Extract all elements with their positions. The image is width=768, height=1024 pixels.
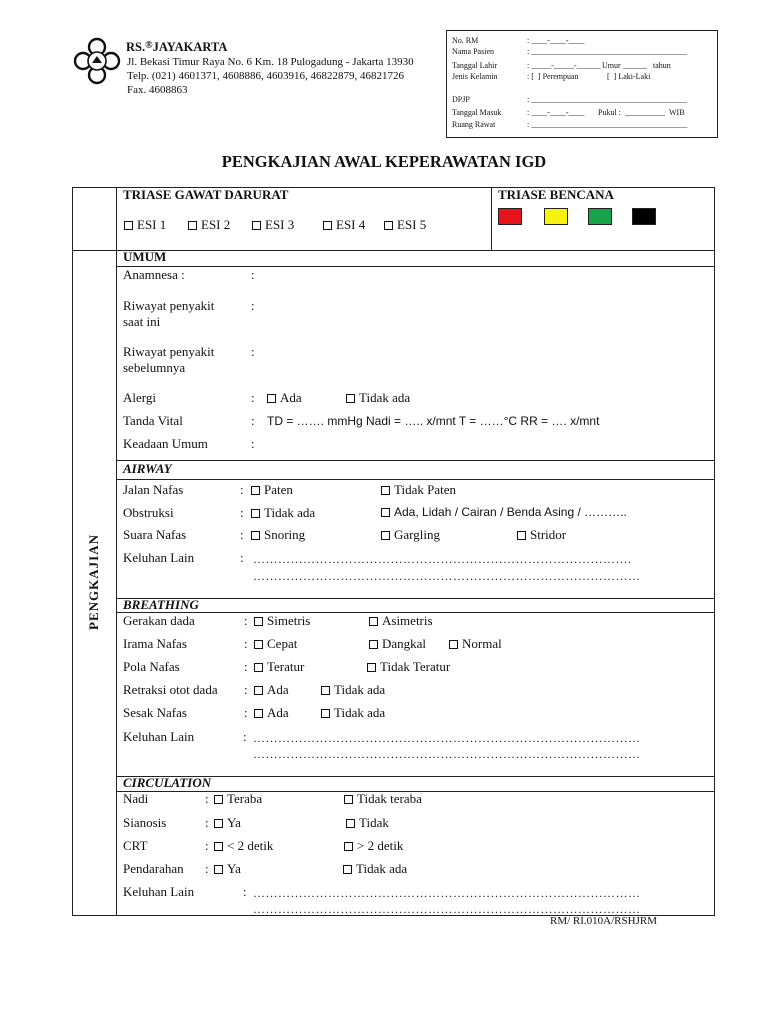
no-rm-label: No. RM: [452, 36, 479, 45]
obstruksi-tidak-option[interactable]: Tidak ada: [251, 505, 315, 521]
sianosis-ya-option[interactable]: Ya: [214, 815, 241, 831]
pendarahan-colon: :: [205, 861, 209, 876]
esi-5-option[interactable]: ESI 5: [384, 217, 426, 233]
umur-field[interactable]: ______: [623, 61, 647, 70]
circulation-keluhan-label: Keluhan Lain: [123, 884, 195, 899]
crt-gt-option[interactable]: > 2 detik: [344, 838, 403, 854]
esi-4-option[interactable]: ESI 4: [323, 217, 365, 233]
airway-keluhan-label: Keluhan Lain: [123, 550, 195, 565]
triase-bencana-heading: TRIASE BENCANA: [498, 187, 614, 202]
patient-id-box: [446, 30, 718, 138]
dpjp-label: DPJP: [452, 95, 470, 104]
tgl-lahir-field[interactable]: : _____-_____-______: [527, 61, 601, 70]
hospital-logo: [72, 36, 122, 86]
nama-label: Nama Pasien: [452, 47, 494, 56]
airway-keluhan-colon: :: [240, 550, 244, 565]
keadaan-umum-label: Keadaan Umum: [123, 436, 208, 451]
tahun-label: tahun: [653, 61, 671, 70]
cepat-option[interactable]: Cepat: [254, 636, 297, 652]
crt-label: CRT: [123, 838, 148, 853]
sianosis-colon: :: [205, 815, 209, 830]
ruang-label: Ruang Rawat: [452, 120, 496, 129]
gerakan-dada-label: Gerakan dada: [123, 613, 195, 628]
pendarahan-label: Pendarahan: [123, 861, 184, 876]
hospital-address: Jl. Bekasi Timur Raya No. 6 Km. 18 Pulogadung - Jakarta 13930: [127, 56, 414, 68]
no-rm-field[interactable]: : ____-____-____: [527, 36, 585, 45]
airway-keluhan-field-2[interactable]: …………………………………………………………………………………: [253, 569, 641, 583]
triase-red-box[interactable]: [498, 208, 522, 225]
airway-keluhan-field[interactable]: ……………………………………………………………………………….: [253, 552, 632, 566]
crt-colon: :: [205, 838, 209, 853]
breathing-keluhan-field[interactable]: …………………………………………………………………………………: [253, 731, 641, 745]
dpjp-field[interactable]: : _______________________________________: [527, 95, 688, 104]
normal-option[interactable]: Normal: [449, 636, 502, 652]
riwayat-dahulu-field[interactable]: :: [251, 344, 255, 359]
sianosis-label: Sianosis: [123, 815, 167, 830]
retraksi-label: Retraksi otot dada: [123, 682, 218, 697]
gerakan-dada-colon: :: [244, 613, 248, 628]
riwayat-dahulu-label: Riwayat penyakit sebelumnya: [123, 344, 215, 375]
form-code: RM/ RI.010A/RSHJRM: [550, 915, 657, 927]
sesak-tidak-option[interactable]: Tidak ada: [321, 705, 385, 721]
form-title: PENGKAJIAN AWAL KEPERAWATAN IGD: [221, 152, 547, 171]
tidak-teratur-option[interactable]: Tidak Teratur: [367, 659, 450, 675]
sianosis-tidak-option[interactable]: Tidak: [346, 815, 389, 831]
pendarahan-ya-option[interactable]: Ya: [214, 861, 241, 877]
wib-label: WIB: [669, 108, 685, 117]
jenis-kelamin-label: Jenis Kelamin: [452, 72, 498, 81]
teratur-option[interactable]: Teratur: [254, 659, 304, 675]
suara-nafas-colon: :: [240, 527, 244, 542]
jalan-nafas-colon: :: [240, 482, 244, 497]
triase-heading: TRIASE GAWAT DARURAT: [123, 187, 289, 202]
pola-nafas-label: Pola Nafas: [123, 659, 180, 674]
sesak-nafas-label: Sesak Nafas: [123, 705, 187, 720]
tanda-vital-colon: :: [251, 413, 255, 428]
tanda-vital-label: Tanda Vital: [123, 413, 183, 428]
suara-nafas-label: Suara Nafas: [123, 527, 187, 542]
jalan-nafas-label: Jalan Nafas: [123, 482, 184, 497]
jalan-nafas-tidak-paten-option[interactable]: Tidak Paten: [381, 482, 456, 498]
pendarahan-tidak-option[interactable]: Tidak ada: [343, 861, 407, 877]
nadi-colon: :: [205, 791, 209, 806]
riwayat-sekarang-label: Riwayat penyakit saat ini: [123, 298, 215, 329]
gargling-option[interactable]: Gargling: [381, 527, 440, 543]
tgl-masuk-label: Tanggal Masuk: [452, 108, 502, 117]
simetris-option[interactable]: Simetris: [254, 613, 310, 629]
nadi-label: Nadi: [123, 791, 149, 806]
nadi-tidak-teraba-option[interactable]: Tidak teraba: [344, 791, 422, 807]
sesak-ada-option[interactable]: Ada: [254, 705, 289, 721]
breathing-keluhan-field-2[interactable]: …………………………………………………………………………………: [253, 747, 641, 761]
irama-nafas-colon: :: [244, 636, 248, 651]
nama-field[interactable]: : _______________________________________: [527, 47, 688, 56]
tgl-masuk-field[interactable]: : ____-____-____: [527, 108, 585, 117]
hospital-name: RS.®JAYAKARTA: [126, 40, 228, 54]
riwayat-sekarang-field[interactable]: :: [251, 298, 255, 313]
pukul-label: Pukul :: [598, 108, 621, 117]
pukul-field[interactable]: __________: [625, 108, 665, 117]
breathing-keluhan-label: Keluhan Lain: [123, 729, 195, 744]
breathing-keluhan-colon: :: [243, 729, 247, 744]
snoring-option[interactable]: Snoring: [251, 527, 305, 543]
jalan-nafas-paten-option[interactable]: Paten: [251, 482, 293, 498]
esi-1-option[interactable]: ESI 1: [124, 217, 166, 233]
crt-lt-option[interactable]: < 2 detik: [214, 838, 273, 854]
alergi-ada-option[interactable]: Ada: [267, 390, 302, 406]
alergi-label: Alergi: [123, 390, 156, 405]
pola-nafas-colon: :: [244, 659, 248, 674]
triase-green-box[interactable]: [588, 208, 612, 225]
umur-label: Umur: [602, 61, 621, 70]
hospital-fax: Fax. 4608863: [127, 84, 188, 96]
alergi-tidak-option[interactable]: Tidak ada: [346, 390, 410, 406]
anamnesa-label: Anamnesa :: [123, 267, 185, 282]
triase-black-box[interactable]: [632, 208, 656, 225]
tgl-lahir-label: Tanggal Lahir: [452, 61, 497, 70]
circulation-heading: CIRCULATION: [123, 775, 212, 790]
anamnesa-field[interactable]: :: [251, 267, 255, 282]
circulation-keluhan-field-2[interactable]: …………………………………………………………………………………: [253, 902, 641, 916]
obstruksi-ada-option[interactable]: Ada, Lidah / Cairan / Benda Asing / ………..: [381, 505, 627, 519]
breathing-heading: BREATHING: [123, 597, 199, 612]
pengkajian-side-label: PENGKAJIAN: [86, 534, 101, 630]
nadi-teraba-option[interactable]: Teraba: [214, 791, 262, 807]
esi-3-option[interactable]: ESI 3: [252, 217, 294, 233]
airway-heading: AIRWAY: [123, 461, 172, 476]
retraksi-ada-option[interactable]: Ada: [254, 682, 289, 698]
stridor-option[interactable]: Stridor: [517, 527, 566, 543]
jk-laki-option[interactable]: [ ] Laki-Laki: [607, 72, 651, 81]
ruang-field[interactable]: : _______________________________________: [527, 120, 688, 129]
asimetris-option[interactable]: Asimetris: [369, 613, 433, 629]
obstruksi-label: Obstruksi: [123, 505, 174, 520]
retraksi-colon: :: [244, 682, 248, 697]
esi-2-option[interactable]: ESI 2: [188, 217, 230, 233]
circulation-keluhan-colon: :: [243, 884, 247, 899]
hospital-phone: Telp. (021) 4601371, 4608886, 4603916, 46822879, 46821726: [127, 70, 404, 82]
tanda-vital-values[interactable]: TD = ……. mmHg Nadi = ….. x/mnt T = ……°C RR = …. x/mnt: [267, 414, 600, 428]
retraksi-tidak-option[interactable]: Tidak ada: [321, 682, 385, 698]
sesak-nafas-colon: :: [244, 705, 248, 720]
dangkal-option[interactable]: Dangkal: [369, 636, 426, 652]
umum-heading: UMUM: [123, 249, 167, 264]
jk-perempuan-option[interactable]: : [ ] Perempuan: [527, 72, 579, 81]
keadaan-umum-field[interactable]: :: [251, 436, 255, 451]
alergi-colon: :: [251, 390, 255, 405]
obstruksi-colon: :: [240, 505, 244, 520]
triase-yellow-box[interactable]: [544, 208, 568, 225]
irama-nafas-label: Irama Nafas: [123, 636, 187, 651]
circulation-keluhan-field[interactable]: …………………………………………………………………………………: [253, 886, 641, 900]
